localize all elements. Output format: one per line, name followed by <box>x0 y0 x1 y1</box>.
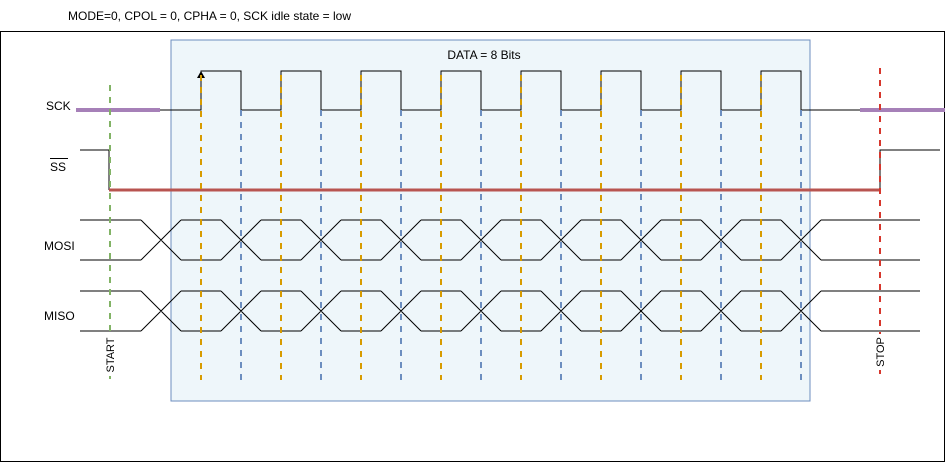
ss-high-left <box>80 150 109 190</box>
stop-marker <box>875 334 887 370</box>
mosi-label: MOSI <box>44 239 75 253</box>
miso-label: MISO <box>44 309 75 323</box>
diagram-title: MODE=0, CPOL = 0, CPHA = 0, SCK idle state = low <box>68 9 352 23</box>
stop-label: STOP <box>875 337 887 367</box>
ss-label: SS <box>50 160 67 174</box>
start-label: START <box>105 337 117 373</box>
sck-label: SCK <box>46 99 71 113</box>
data-region-label: DATA = 8 Bits <box>447 48 521 62</box>
start-marker <box>105 334 117 376</box>
ss-high-right <box>880 150 940 190</box>
